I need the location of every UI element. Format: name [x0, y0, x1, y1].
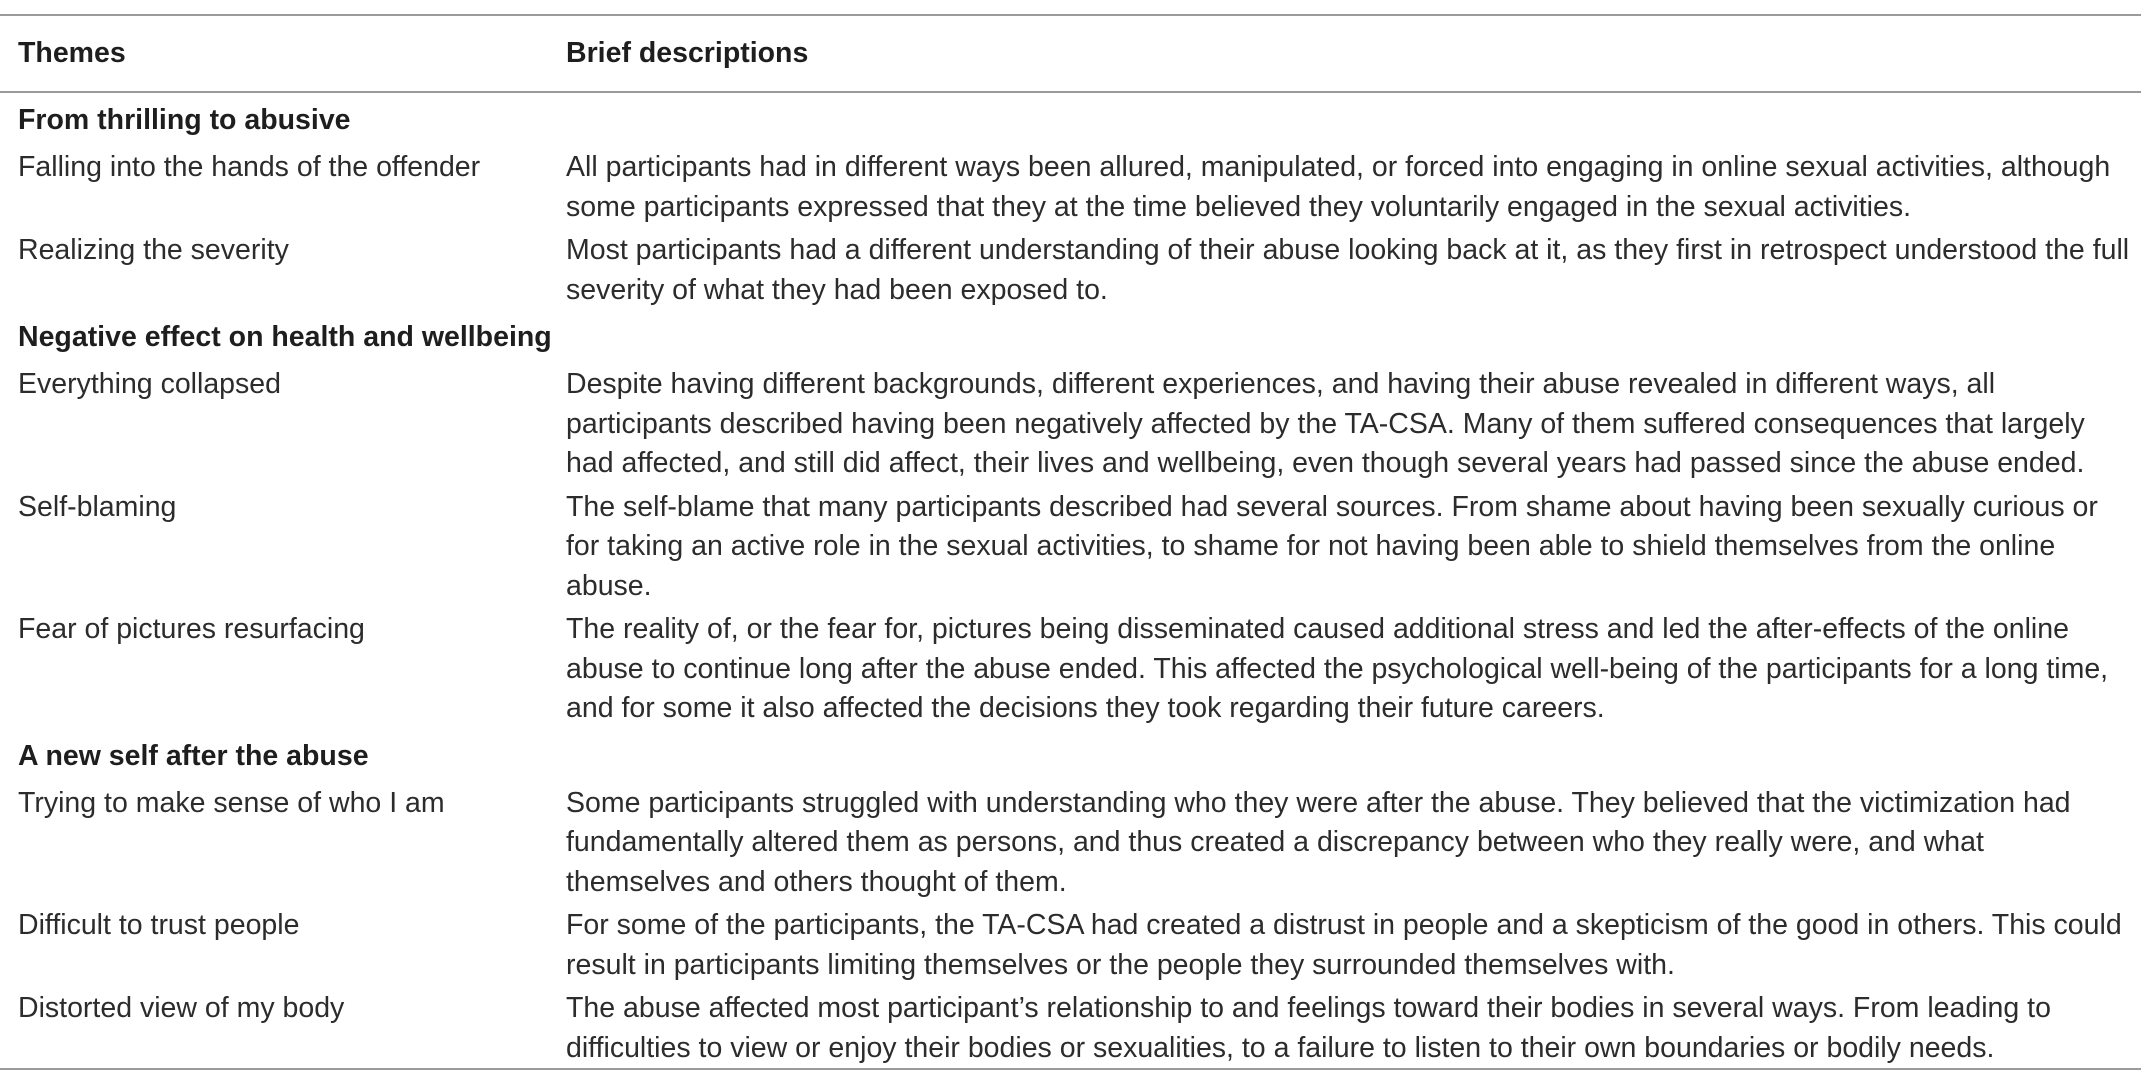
table-row	[0, 484, 2141, 607]
table-row	[0, 985, 2141, 1069]
table-header	[0, 15, 2141, 92]
themes-table	[0, 14, 2141, 1070]
header-themes: Themes	[0, 15, 566, 92]
description-cell: Most participants had a different understanding of their abuse looking back at it, as they first in retrospect understood the full severity of what they had been exposed to.	[566, 234, 2130, 306]
group-row	[0, 729, 2141, 780]
description-cell: The self-blame that many participants described had several sources. From shame about having been sexually curious or for taking an active role in the sexual activities, to shame for not having been able to shield themselves from the online abuse.	[566, 490, 2098, 602]
table-row	[0, 780, 2141, 903]
theme-cell: Distorted view of my body	[0, 985, 566, 1069]
description-cell: All participants had in different ways been allured, manipulated, or forced into engaging in online sexual activities, although some participants expressed that they at the time believed they voluntarily engaged in the sexual activities.	[566, 151, 2111, 223]
theme-cell: Fear of pictures resurfacing	[18, 613, 365, 645]
table-row	[0, 902, 2141, 985]
header-row	[0, 15, 2141, 92]
description-cell: The reality of, or the fear for, pictures being disseminated caused additional stress and led the after-effects of the online abuse to continue long after the abuse ended. This affected the psychological well-being of the participants for a long time, and for some it also affected the decisions they took regarding their future careers.	[566, 613, 2109, 724]
table-row	[0, 361, 2141, 484]
theme-cell: Everything collapsed	[18, 368, 281, 400]
theme-cell: Self-blaming	[18, 490, 177, 523]
table-row	[0, 606, 2141, 729]
themes-table-container	[0, 14, 2141, 1070]
table-row	[0, 144, 2141, 227]
group-row	[0, 310, 2141, 361]
group-title: Negative effect on health and wellbeing	[18, 321, 552, 353]
theme-cell: Difficult to trust people	[18, 909, 300, 941]
group-title: A new self after the abuse	[18, 739, 369, 772]
group-row	[0, 92, 2141, 144]
theme-cell: Realizing the severity	[18, 234, 289, 266]
description-cell: For some of the participants, the TA-CSA had created a distrust in people and a skepticism of the good in others. This could result in participants limiting themselves or the people they surrounded themselves with.	[566, 909, 2122, 981]
group-title: From thrilling to abusive	[18, 104, 351, 136]
header-descriptions: Brief descriptions	[566, 15, 2141, 92]
table-body	[0, 92, 2141, 1069]
theme-cell: Falling into the hands of the offender	[18, 151, 481, 183]
table-row	[0, 227, 2141, 310]
description-cell: Despite having different backgrounds, different experiences, and having their abuse revealed in different ways, all participants described having been negatively affected by the TA-CSA. Many of them suffered consequences that largely had affected, and still did affect, their lives and wellbeing, even though several years had passed since the abuse ended.	[566, 368, 2085, 479]
description-cell: The abuse affected most participant’s relationship to and feelings toward their bodies in several ways. From leading to difficulties to view or enjoy their bodies or sexualities, to a failure to listen to their own boundaries or bodily needs.	[566, 985, 2141, 1069]
theme-cell: Trying to make sense of who I am	[18, 786, 445, 819]
description-cell: Some participants struggled with understanding who they were after the abuse. They believed that the victimization had fundamentally altered them as persons, and thus created a discrepancy between who they really were, and what themselves and others thought of them.	[566, 786, 2071, 898]
